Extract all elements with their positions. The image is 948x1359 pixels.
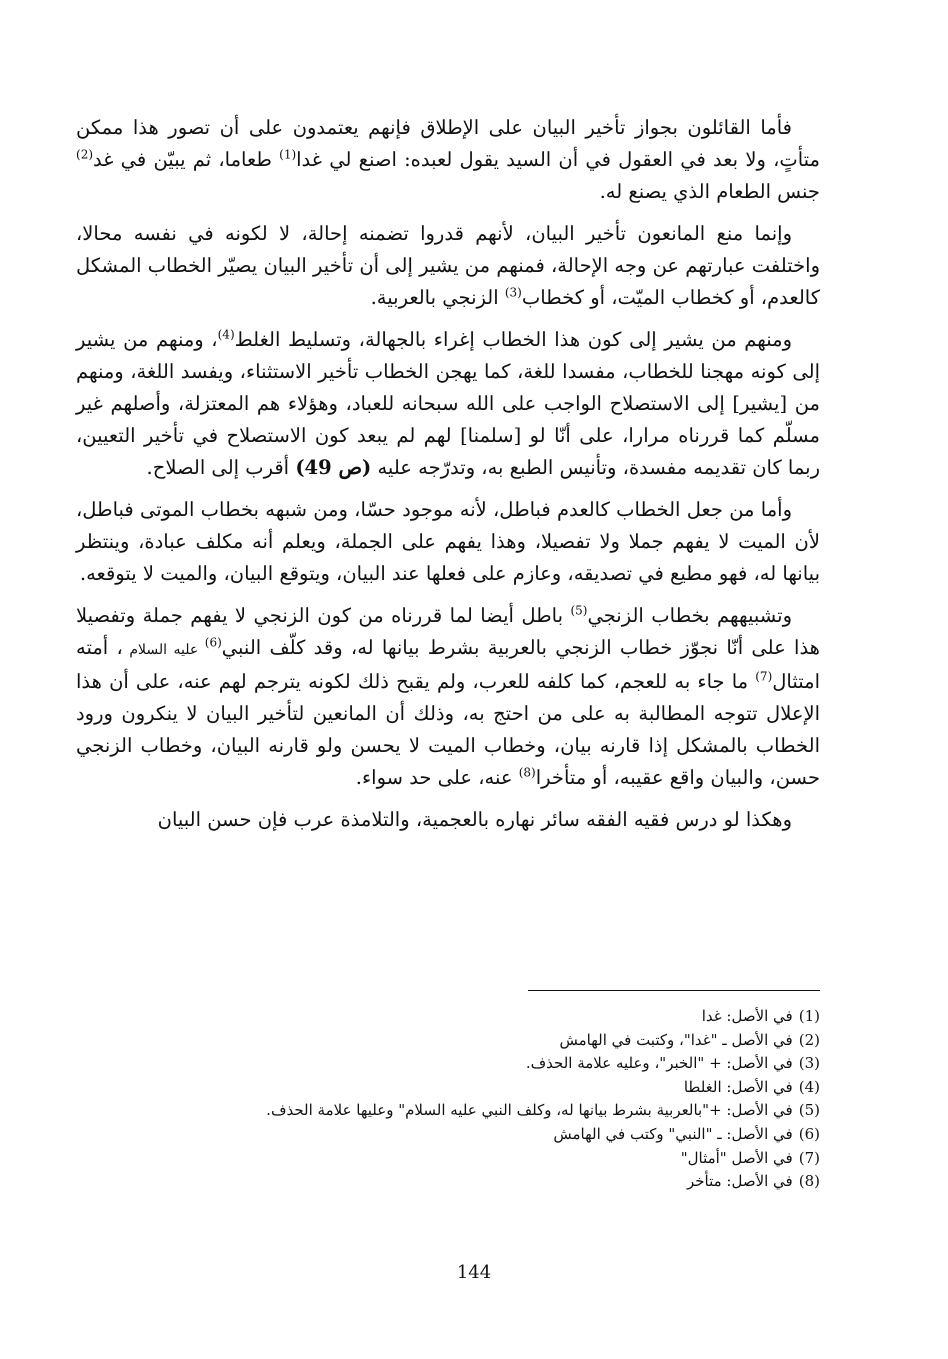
main-text <box>76 112 820 836</box>
footnote-marker: (2) <box>76 147 94 162</box>
footnote-text: في الأصل "أمثال" <box>680 1148 793 1167</box>
honorific-symbol: عليه السلام <box>122 642 205 658</box>
footnote-item <box>140 1029 820 1053</box>
paragraph-text: وإنما منع المانعون تأخير البيان، لأنهم قدروا تضمنه إحالة، لا لكونه في نفسه محالا، واختلفت عبارتهم عن وجه الإحالة، فمنهم من يشير إلى أن تأخير البيان يصيّر الخطاب المشكل كالعدم، أو كخطاب الميّت، أو كخطاب <box>76 222 820 309</box>
footnote-marker: (1) <box>279 147 297 162</box>
paragraph-text: عنه، على حد سواء. <box>355 766 519 789</box>
footnote-number: (1) <box>798 1007 820 1025</box>
paragraph <box>76 218 820 314</box>
paragraph <box>76 494 820 590</box>
paragraph <box>76 324 820 484</box>
paragraph <box>76 600 820 794</box>
footnote-number: (5) <box>798 1101 820 1120</box>
footnotes-list <box>140 1005 820 1194</box>
footnote-text: في الأصل: متأخر <box>686 1172 793 1191</box>
paragraph-text: ، ومنهم من يشير إلى كونه مهجنا للخطاب، مفسدا للغة، كما يهجن الخطاب تأخير الاستثناء، ويفسد اللغة، ومنهم من [يشير] إلى الاستصلاح الواجب على الله سبحانه للعباد، وهؤلاء هم المعتزلة، وأصلهم غير مسلّم كما قررناه مرارا، على أنّا لو [سلمنا] لهم لم يبعد كون الاستصلاح في تأخير التعيين، ربما كان تقديمه مفسدة، وتأنيس الطبع به، وتدرّجه عليه <box>76 328 820 479</box>
paragraph-text: وهكذا لو درس فقيه الفقه سائر نهاره بالعجمية، والتلامذة عرب فإن حسن البيان <box>157 808 792 831</box>
paragraph-text: ، أمته امتثال <box>76 636 820 693</box>
footnote-item <box>140 1005 820 1029</box>
page-reference: (ص 49) <box>295 456 372 479</box>
paragraph-text: وأما من جعل الخطاب كالعدم فباطل، لأنه موجود حسّا، ومن شبهه بخطاب الموتى فباطل، لأن الميت لا يفهم جملا ولا تفصيلا، وهذا يفهم على الجملة، ويعلم أنه مكلف عبادة، وينتظر بيانها له، فهو مطيع في تصديقه، وعازم على فعلها عند البيان، ويتوقع البيان، والميت لا يتوقعه. <box>76 498 820 585</box>
footnote-item <box>140 1099 820 1123</box>
paragraph-text: ما جاء به للعجم، كما كلفه للعرب، ولم يقبح ذلك لكونه يترجم لهم عنه، على أن هذا الإعلال تتوجه المطالبة به على من احتج به، وذلك أن المانعين لتأخير البيان لا ينكرون ورود الخطاب بالمشكل إذا قارنه بيان، وخطاب الميت لا يحسن ولو قارنه البيان، وخطاب الزنجي حسن، والبيان واقع عقيبه، أو متأخرا <box>76 670 820 789</box>
paragraph-text: ومنهم من يشير إلى كون هذا الخطاب إغراء بالجهالة، وتسليط الغلط <box>234 328 792 351</box>
footnote-text: في الأصل: + "الخبر"، وعليه علامة الحذف. <box>525 1054 793 1073</box>
footnote-text: في الأصل: غدا <box>701 1007 793 1025</box>
footnote-item <box>140 1170 820 1194</box>
footnote-text: في الأصل: الغلطا <box>683 1077 793 1096</box>
page-number: 144 <box>456 1262 492 1283</box>
footnote-number: (8) <box>798 1172 820 1191</box>
footnote-item <box>140 1076 820 1100</box>
footnote-text: في الأصل ـ "غدا"، وكتبت في الهامش <box>559 1030 793 1049</box>
footnote-marker: (5) <box>570 603 588 618</box>
footnote-number: (3) <box>798 1054 820 1073</box>
paragraph-text: باطل أيضا لما قررناه من كون الزنجي لا يفهم جملة وتفصيلا هذا على أنّا نجوّز خطاب الزنجي بالعربية بشرط بيانها له، وقد كلّف النبي <box>76 604 820 659</box>
paragraph <box>76 112 820 208</box>
footnote-number: (4) <box>798 1077 820 1096</box>
footnote-marker: (3) <box>504 285 522 300</box>
footnote-marker: (7) <box>755 669 773 684</box>
footnote-item <box>140 1147 820 1171</box>
footnote-number: (2) <box>798 1030 820 1049</box>
footnote-item <box>140 1052 820 1076</box>
paragraph-text: وتشبيههم بخطاب الزنجي <box>587 604 792 627</box>
footnote-marker: (8) <box>518 765 536 780</box>
paragraph-text: جنس الطعام الذي يصنع له. <box>599 180 820 203</box>
footnote-number: (7) <box>798 1148 820 1167</box>
paragraph-text: الزنجي بالعربية. <box>370 286 505 309</box>
footnote-item <box>140 1123 820 1147</box>
footnote-divider <box>528 990 820 991</box>
footnote-marker: (4) <box>217 327 235 342</box>
footnote-text: في الأصل: +"بالعربية بشرط بيانها له، وكلف النبي عليه السلام" وعليها علامة الحذف. <box>266 1101 793 1120</box>
footnote-number: (6) <box>798 1124 820 1143</box>
paragraph-text: أقرب إلى الصلاح. <box>146 456 296 479</box>
paragraph-text: طعاما، ثم يبيّن في غد <box>93 148 280 171</box>
footnote-text: في الأصل: ـ "النبي" وكتب في الهامش <box>553 1124 793 1143</box>
paragraph-text: فأما القائلون بجواز تأخير البيان على الإطلاق فإنهم يعتمدون على أن تصور هذا ممكن متأتٍ، ولا بعد في العقول في أن السيد يقول لعبده: اصنع لي غدا <box>76 116 821 171</box>
footnote-marker: (6) <box>204 635 222 650</box>
paragraph <box>76 804 820 836</box>
